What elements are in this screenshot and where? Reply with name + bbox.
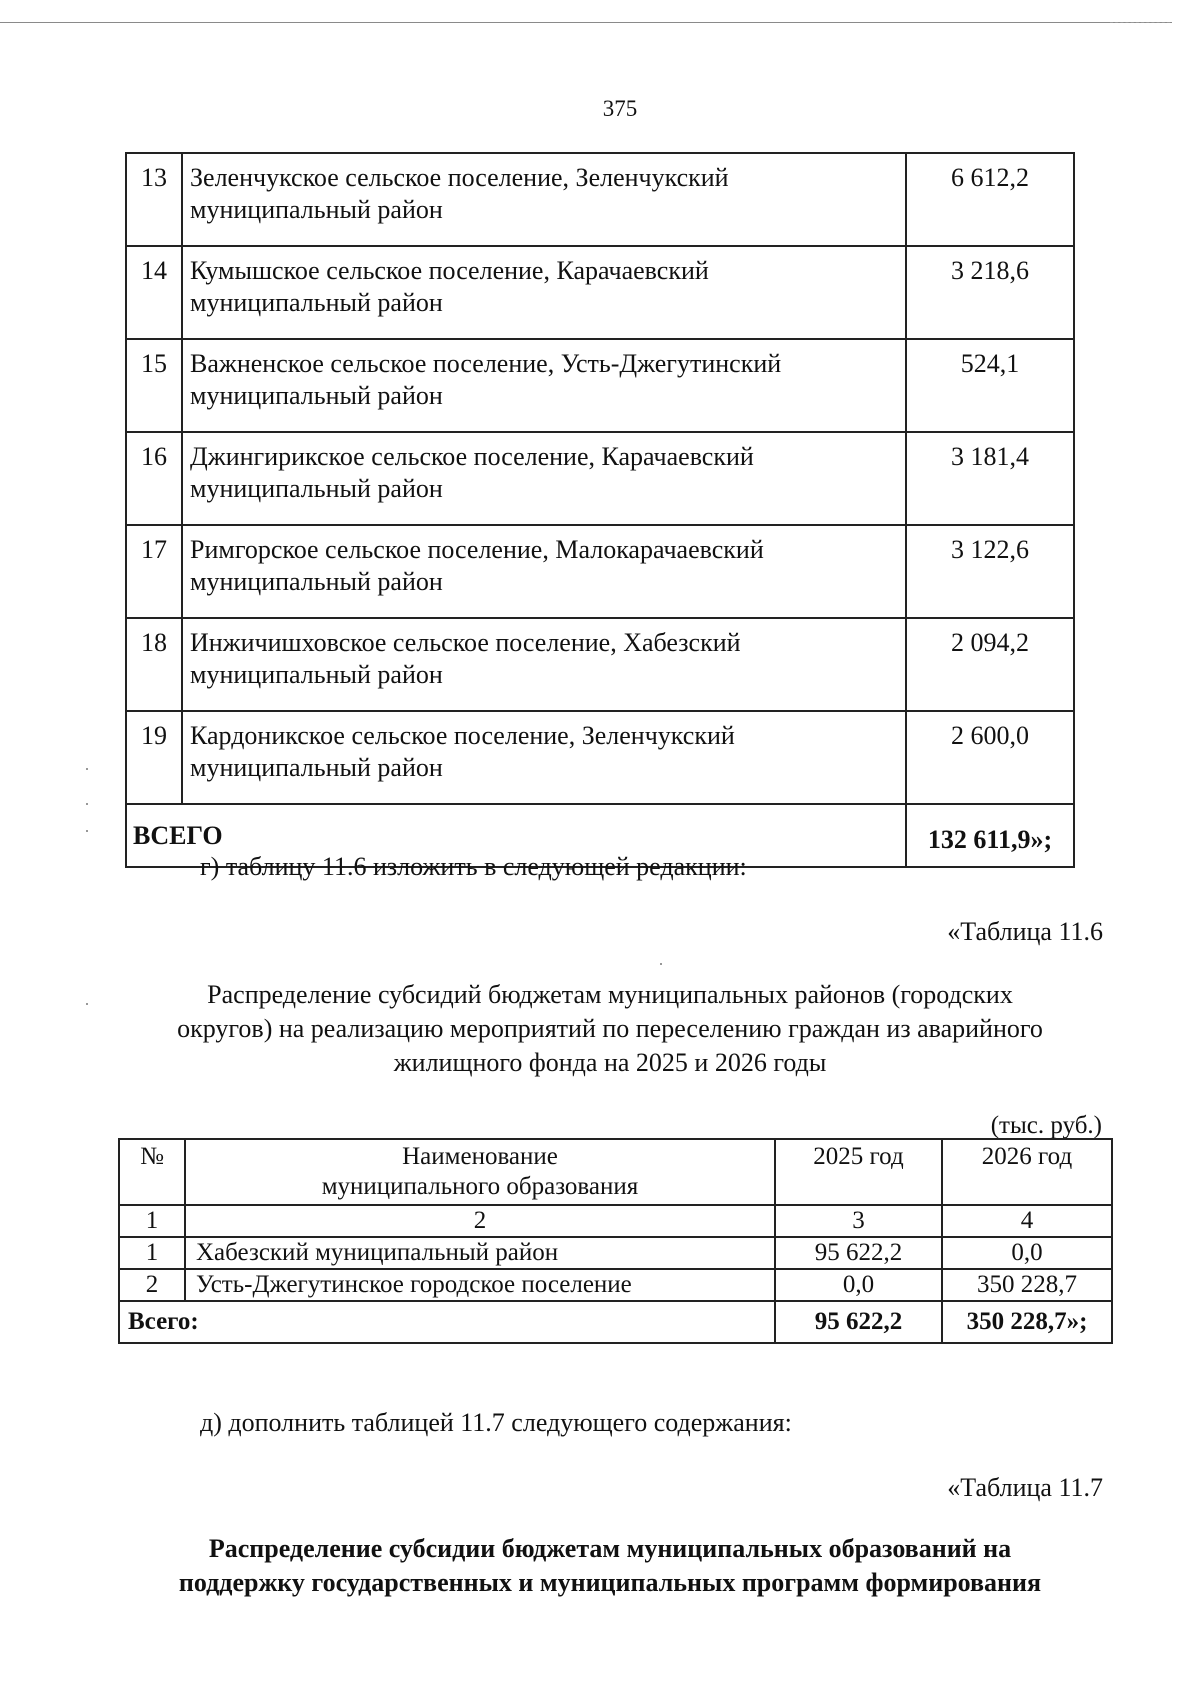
table-total-row [119, 1301, 1112, 1343]
scan-speck [86, 803, 88, 805]
table-reference-11-6: «Таблица 11.6 [947, 917, 1103, 946]
row-number: 19 [126, 711, 182, 804]
row-number: 1 [119, 1237, 185, 1269]
subsidy-amount: 3 122,6 [906, 525, 1074, 618]
top-rule-dash [1110, 22, 1170, 23]
heading-line: поддержку государственных и муниципальных программ формирования [178, 1568, 1042, 1597]
municipality-name [182, 339, 906, 432]
scan-speck [660, 963, 662, 965]
row-number: 13 [126, 153, 182, 246]
municipality-name: Усть-Джегутинское городское поселение [185, 1269, 775, 1301]
municipality-name [182, 618, 906, 711]
total-value: 132 611,9»; [906, 804, 1074, 867]
paragraph-d: д) дополнить таблицей 11.7 следующего содержания: [200, 1408, 792, 1437]
amount-2026: 0,0 [942, 1237, 1112, 1269]
column-index-row [119, 1205, 1112, 1237]
municipality-name-line: Кардоникское сельское поселение, Зеленчукский [190, 721, 735, 750]
row-number: 14 [126, 246, 182, 339]
column-index: 1 [119, 1205, 185, 1237]
header-2026: 2026 год [942, 1139, 1112, 1205]
total-label: ВСЕГО [126, 804, 906, 867]
header-name [185, 1139, 775, 1205]
heading-line: округов) на реализацию мероприятий по переселению граждан из аварийного [177, 1014, 1043, 1043]
table-row [119, 1237, 1112, 1269]
amount-2025: 95 622,2 [775, 1237, 942, 1269]
subsidy-amount: 524,1 [906, 339, 1074, 432]
row-number: 16 [126, 432, 182, 525]
resettlement-subsidy-table [118, 1138, 1113, 1344]
heading-table-11-6 [130, 978, 1090, 1080]
municipality-name-line: муниципальный район [190, 195, 443, 224]
column-index: 4 [942, 1205, 1112, 1237]
municipality-name-line: муниципальный район [190, 753, 443, 782]
table-row [126, 339, 1074, 432]
paragraph-g: г) таблицу 11.6 изложить в следующей редакции: [200, 852, 747, 881]
table-row [126, 432, 1074, 525]
page-number: 375 [602, 96, 638, 121]
top-rule [0, 22, 1172, 23]
header-name-line: Наименование [402, 1143, 558, 1170]
heading-table-11-7 [130, 1532, 1090, 1600]
table-row [119, 1269, 1112, 1301]
table-row [126, 246, 1074, 339]
municipality-name [182, 153, 906, 246]
municipality-name: Хабезский муниципальный район [185, 1237, 775, 1269]
table-reference-11-7: «Таблица 11.7 [947, 1473, 1103, 1502]
heading-line: жилищного фонда на 2025 и 2026 годы [393, 1048, 827, 1077]
row-number: 17 [126, 525, 182, 618]
column-index: 2 [185, 1205, 775, 1237]
scan-speck [86, 830, 88, 832]
municipality-name-line: Джингирикское сельское поселение, Карачаевский [190, 442, 754, 471]
table-row [126, 618, 1074, 711]
subsidy-amount: 3 181,4 [906, 432, 1074, 525]
total-2025: 95 622,2 [775, 1301, 942, 1343]
municipal-subsidy-table-continued [125, 152, 1075, 868]
municipality-name [182, 432, 906, 525]
table-row [126, 525, 1074, 618]
municipality-name [182, 711, 906, 804]
row-number: 15 [126, 339, 182, 432]
unit-label: (тыс. руб.) [990, 1112, 1102, 1139]
subsidy-amount: 6 612,2 [906, 153, 1074, 246]
subsidy-amount: 3 218,6 [906, 246, 1074, 339]
scan-speck [86, 1003, 88, 1005]
municipality-name-line: Инжичишховское сельское поселение, Хабезский [190, 628, 741, 657]
heading-line: Распределение субсидий бюджетам муниципальных районов (городских [207, 980, 1013, 1009]
subsidy-amount: 2 094,2 [906, 618, 1074, 711]
header-2025: 2025 год [775, 1139, 942, 1205]
header-number: № [119, 1139, 185, 1205]
amount-2025: 0,0 [775, 1269, 942, 1301]
municipality-name-line: муниципальный район [190, 381, 443, 410]
row-number: 2 [119, 1269, 185, 1301]
municipality-name-line: Зеленчукское сельское поселение, Зеленчукский [190, 163, 729, 192]
heading-line: Распределение субсидии бюджетам муниципальных образований на [208, 1534, 1012, 1563]
total-2026: 350 228,7»; [942, 1301, 1112, 1343]
municipality-name-line: муниципальный район [190, 474, 443, 503]
municipality-name [182, 525, 906, 618]
total-label: Всего: [119, 1301, 775, 1343]
municipality-name-line: Римгорское сельское поселение, Малокарачаевский [190, 535, 764, 564]
municipality-name-line: Кумышское сельское поселение, Карачаевский [190, 256, 709, 285]
table-row [126, 711, 1074, 804]
municipality-name-line: муниципальный район [190, 660, 443, 689]
municipality-name-line: муниципальный район [190, 288, 443, 317]
municipality-name [182, 246, 906, 339]
subsidy-amount: 2 600,0 [906, 711, 1074, 804]
row-number: 18 [126, 618, 182, 711]
scan-speck [86, 768, 88, 770]
table-header-row [119, 1139, 1112, 1205]
amount-2026: 350 228,7 [942, 1269, 1112, 1301]
header-name-line: муниципального образования [321, 1173, 639, 1200]
municipality-name-line: Важненское сельское поселение, Усть-Джегутинский [190, 349, 782, 378]
column-index: 3 [775, 1205, 942, 1237]
municipality-name-line: муниципальный район [190, 567, 443, 596]
table-row [126, 153, 1074, 246]
